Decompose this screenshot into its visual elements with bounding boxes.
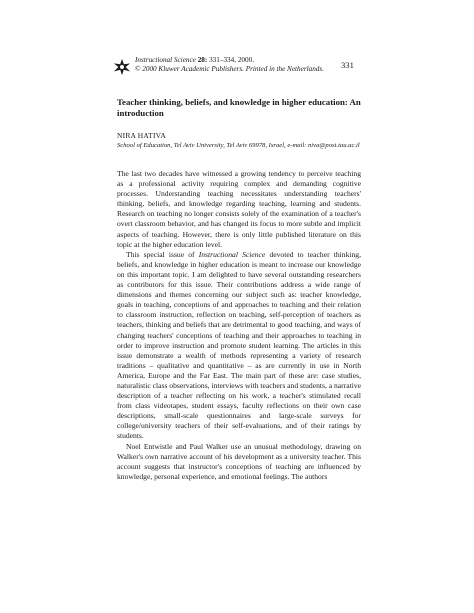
page-number: 331 (341, 60, 354, 70)
journal-citation (135, 56, 324, 65)
copyright-line: © 2000 Kluwer Academic Publishers. Printed in the Netherlands. (135, 65, 324, 74)
journal-name: Instructional Science (135, 56, 196, 64)
article-author: NIRA HATIVA (117, 131, 166, 140)
paragraph-2 (117, 250, 361, 442)
article-title: Teacher thinking, beliefs, and knowledge in higher education: An introduction (117, 97, 361, 118)
article-body (117, 169, 361, 482)
paragraph-2-lead: This special issue of (126, 249, 199, 259)
publisher-logo-icon (113, 58, 131, 76)
paragraph-2-journal: Instructional Science (198, 249, 266, 259)
paragraph-2-rest: devoted to teacher thinking, beliefs, and knowledge in higher education is meant to increase our knowledge on this important topic. I am delighted to have several outstanding researchers as contributors for this issue. Their contributions address a wide range of dimensions and themes concerning our subject such as: teacher knowledge, goals in teaching, conceptions of and approaches to teaching and their relation to classroom instruction, reflection on teaching, self-perception of teachers as teachers, thinking and beliefs that are detrimental to good teaching, and ways of changing teachers' conceptions of teaching and their approaches to teaching in order to improve instruction and promote student learning. The articles in this issue demonstrate a wealth of methods representing a variety of research traditions – qualitative and quantitative – as are currently in use in North America, Europe and the Far East. The main part of these are: case studies, naturalistic class observations, interviews with teachers and students, a narrative description of a teacher reflecting on his work, a teacher's stimulated recall from class videotapes, student essays, faculty reflections on their own case descriptions, small-scale questionnaires and large-scale surveys for college/university teachers of their self-evaluations, and of their ratings by students. (117, 249, 361, 441)
paragraph-3: Noel Entwistle and Paul Walker use an unusual methodology, drawing on Walker's own narrative account of his development as a university teacher. This account suggests that instructor's conceptions of teaching are influenced by knowledge, personal experience, and emotional feelings. The authors (117, 441, 361, 481)
paragraph-1: The last two decades have witnessed a growing tendency to perceive teaching as a professional activity requiring complex and demanding cognitive processes. Understanding teaching necessitates understanding teachers' thinking, beliefs, and knowledge regarding teaching, learning and students. Research on teaching no longer consists solely of the examination of a teacher's overt classroom behavior, and has changed its focus to more subtle and implicit aspects of teaching. However, there is only little published literature on this topic at the higher education level. (117, 169, 361, 249)
author-affiliation: School of Education, Tel Aviv University, Tel Aviv 69978, Israel, e-mail: niva@post.tau.ac.il (117, 142, 360, 149)
journal-volume: 28: (197, 56, 208, 64)
journal-pages: 331–334, 2000. (209, 56, 254, 64)
journal-header (135, 56, 324, 75)
